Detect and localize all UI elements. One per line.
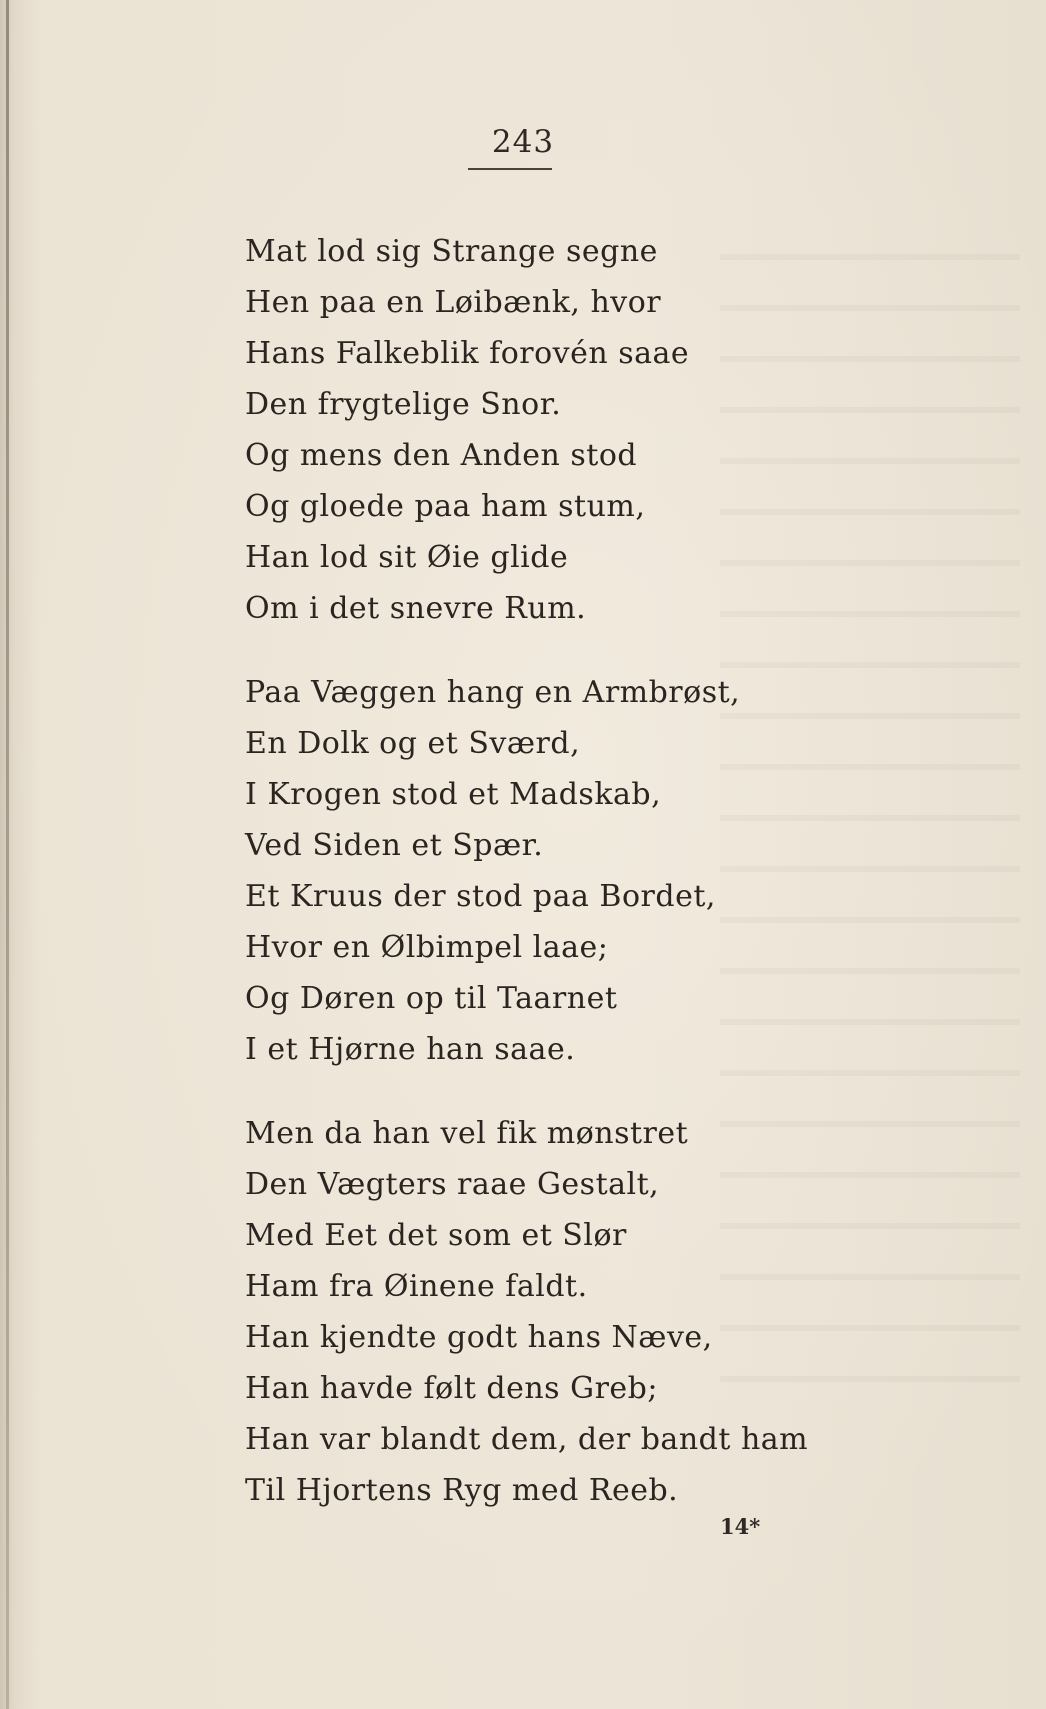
verse-line: I et Hjørne han saae. [245, 1032, 576, 1067]
page-edge-shadow [6, 0, 9, 1709]
verse-line: I Krogen stod et Madskab, [245, 777, 662, 812]
verse-line: Og gloede paa ham stum, [245, 489, 646, 524]
verse-line: Og mens den Anden stod [245, 438, 638, 473]
verse-line: En Dolk og et Sværd, [245, 726, 581, 761]
verse-line: Til Hjortens Ryg med Reeb. [245, 1473, 679, 1508]
verse-line: Og Døren op til Taarnet [245, 981, 618, 1016]
verse-line: Han var blandt dem, der bandt ham [245, 1422, 809, 1457]
signature-mark: 14* [720, 1514, 761, 1539]
stanza-1 [245, 226, 805, 634]
page-number-rule [468, 168, 552, 170]
verse-line: Mat lod sig Strange segne [245, 234, 658, 269]
verse-line: Hvor en Ølbimpel laae; [245, 930, 609, 965]
verse-line: Den frygtelige Snor. [245, 387, 562, 422]
stanza-3 [245, 1108, 809, 1516]
verse-line: Et Kruus der stod paa Bordet, [245, 879, 716, 914]
stanza-2 [245, 667, 805, 1075]
verse-line: Den Vægters raae Gestalt, [245, 1167, 660, 1202]
verse-line: Om i det snevre Rum. [245, 591, 587, 626]
verse-line: Ham fra Øinene faldt. [245, 1269, 588, 1304]
verse-line: Han havde følt dens Greb; [245, 1371, 658, 1406]
verse-line: Men da han vel fik mønstret [245, 1116, 689, 1151]
verse-line: Hans Falkeblik forovén saae [245, 336, 690, 371]
verse-line: Med Eet det som et Slør [245, 1218, 627, 1253]
page-number: 243 [491, 124, 555, 160]
verse-line: Hen paa en Løibænk, hvor [245, 285, 662, 320]
verse-line: Han kjendte godt hans Næve, [245, 1320, 713, 1355]
verse-line: Paa Væggen hang en Armbrøst, [245, 675, 741, 710]
verse-line: Han lod sit Øie glide [245, 540, 569, 575]
verse-line: Ved Siden et Spær. [245, 828, 544, 863]
